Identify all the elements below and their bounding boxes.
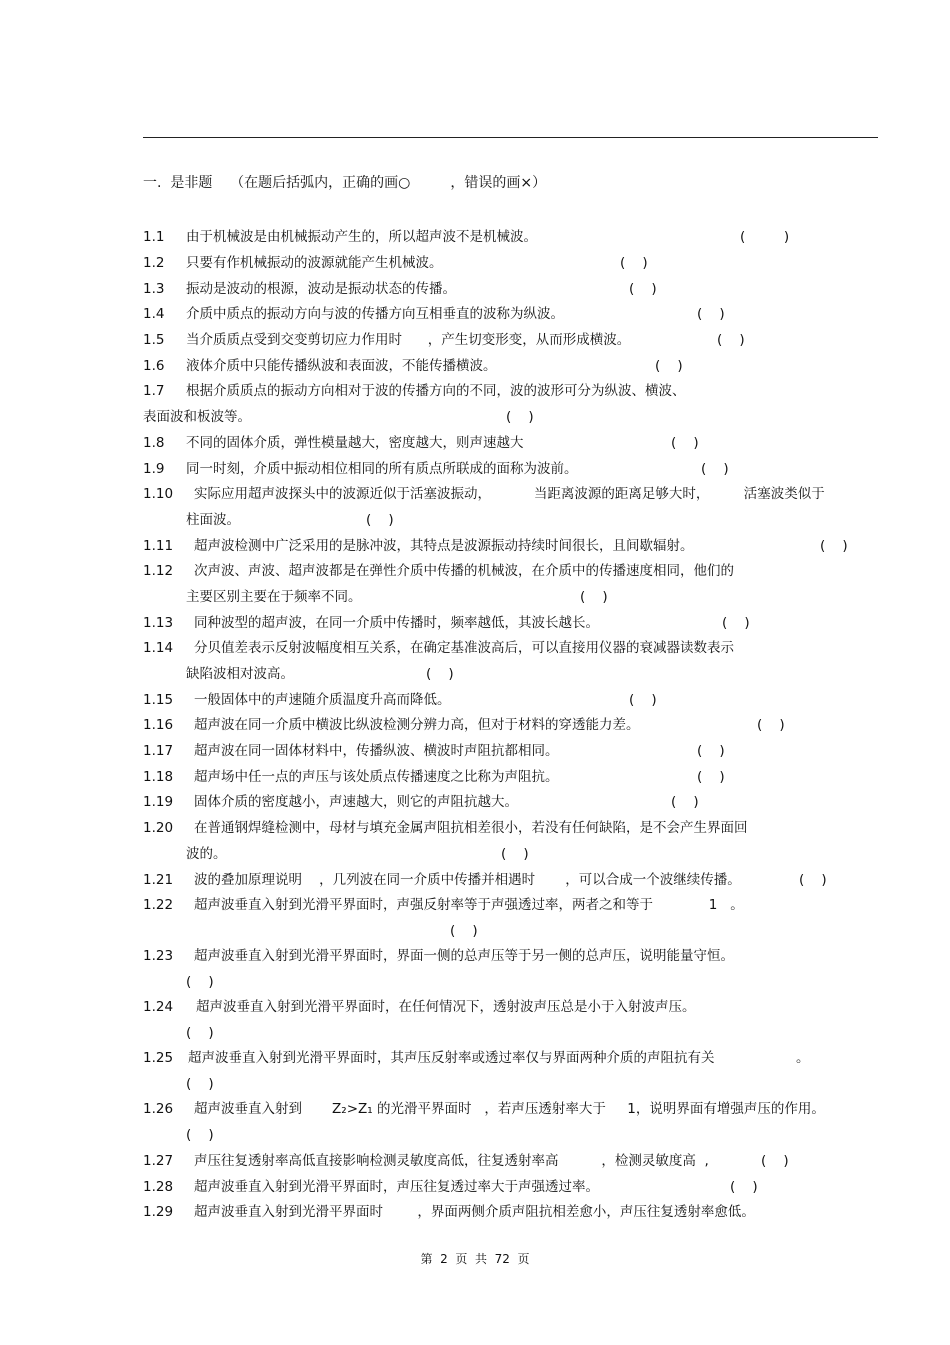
- answer-parentheses: ( ): [717, 332, 745, 348]
- question-number: 1.26: [143, 1101, 174, 1117]
- question-text-continued: 主要区别主要在于频率不同。: [186, 589, 362, 605]
- page-footer: 第 2 页 共 72 页: [420, 1252, 530, 1266]
- question-text-continued: 波的。: [186, 846, 227, 862]
- answer-parentheses: ( ): [629, 281, 657, 297]
- question-number: 1.5: [143, 332, 165, 348]
- question-number: 1.10: [143, 486, 174, 502]
- question-text: 分贝值差表示反射波幅度相互关系，在确定基准波高后，可以直接用仪器的衰减器读数表示: [194, 640, 734, 656]
- question-number: 1.25: [143, 1050, 174, 1066]
- question-number: 1.19: [143, 794, 174, 810]
- question-number: 1.2: [143, 255, 165, 271]
- answer-parentheses: ( ): [450, 923, 478, 939]
- question-number: 1.27: [143, 1153, 174, 1169]
- answer-parentheses: ( ): [701, 461, 729, 477]
- question-text: 介质中质点的振动方向与波的传播方向互相垂直的波称为纵波。: [186, 306, 564, 322]
- answer-parentheses: ( ): [820, 538, 848, 554]
- question-text: 次声波、声波、超声波都是在弹性介质中传播的机械波，在介质中的传播速度相同，他们的: [194, 563, 734, 579]
- question-text: 振动是波动的根源，波动是振动状态的传播。: [186, 281, 456, 297]
- question-text: 超声波垂直入射到 Z₂>Z₁ 的光滑平界面时 ，若声压透射率大于 1，说明界面有增强声压的作用。: [194, 1101, 825, 1117]
- question-text: 超声波垂直入射到光滑平界面时，在任何情况下，透射波声压总是小于入射波声压。: [196, 999, 696, 1015]
- question-text: 超声波垂直入射到光滑平界面时，声压往复透过率大于声强透过率。: [194, 1179, 599, 1195]
- question-text: 同种波型的超声波，在同一介质中传播时，频率越低，其波长越长。: [194, 615, 599, 631]
- question-text: 不同的固体介质，弹性模量越大，密度越大，则声速越大: [186, 435, 524, 451]
- question-text: 超声波检测中广泛采用的是脉冲波，其特点是波源振动持续时间很长，且间歇辐射。: [194, 538, 694, 554]
- answer-parentheses: ( ): [722, 615, 750, 631]
- question-number: 1.17: [143, 743, 174, 759]
- question-number: 1.28: [143, 1179, 174, 1195]
- question-number: 1.29: [143, 1204, 174, 1220]
- question-text: 超声波在同一介质中横波比纵波检测分辨力高，但对于材料的穿透能力差。: [194, 717, 640, 733]
- answer-parentheses: ( ): [506, 409, 534, 425]
- question-number: 1.13: [143, 615, 174, 631]
- question-text: 液体介质中只能传播纵波和表面波，不能传播横波。: [186, 358, 497, 374]
- question-number: 1.6: [143, 358, 165, 374]
- answer-parentheses: ( ): [697, 769, 725, 785]
- question-number: 1.22: [143, 897, 174, 913]
- question-number: 1.16: [143, 717, 174, 733]
- answer-parentheses: ( ): [186, 1025, 214, 1041]
- question-text: 超声波垂直入射到光滑平界面时，声强反射率等于声强透过率，两者之和等于 1 。: [194, 897, 744, 913]
- answer-parentheses: ( ): [757, 717, 785, 733]
- question-number: 1.4: [143, 306, 165, 322]
- answer-parentheses: ( ): [366, 512, 394, 528]
- question-number: 1.3: [143, 281, 165, 297]
- question-text: 同一时刻，介质中振动相位相同的所有质点所联成的面称为波前。: [186, 461, 578, 477]
- answer-parentheses: ( ): [629, 692, 657, 708]
- question-number: 1.18: [143, 769, 174, 785]
- question-text: 一般固体中的声速随介质温度升高而降低。: [194, 692, 451, 708]
- question-text: 超声波垂直入射到光滑平界面时，其声压反射率或透过率仅与界面两种介质的声阻抗有关 。: [188, 1050, 810, 1066]
- question-number: 1.12: [143, 563, 174, 579]
- answer-parentheses: ( ): [186, 1127, 214, 1143]
- answer-parentheses: ( ): [671, 794, 699, 810]
- answer-parentheses: ( ): [697, 306, 725, 322]
- answer-parentheses: ( ): [697, 743, 725, 759]
- header-rule: [143, 137, 878, 138]
- question-text: 根据介质质点的振动方向相对于波的传播方向的不同，波的波形可分为纵波、横波、: [186, 383, 686, 399]
- answer-parentheses: ( ): [580, 589, 608, 605]
- question-text-continued: 缺陷波相对波高。: [186, 666, 294, 682]
- question-text: 在普通钢焊缝检测中，母材与填充金属声阻抗相差很小，若没有任何缺陷，是不会产生界面回: [194, 820, 748, 836]
- question-number: 1.1: [143, 229, 165, 245]
- answer-parentheses: ( ): [799, 872, 827, 888]
- question-number: 1.21: [143, 872, 174, 888]
- question-text-continued: 表面波和板波等。: [143, 409, 251, 425]
- question-number: 1.8: [143, 435, 165, 451]
- question-text: 由于机械波是由机械振动产生的，所以超声波不是机械波。: [186, 229, 537, 245]
- answer-parentheses: ( ): [671, 435, 699, 451]
- question-number: 1.15: [143, 692, 174, 708]
- question-number: 1.14: [143, 640, 174, 656]
- question-number: 1.20: [143, 820, 174, 836]
- question-text: 超声波垂直入射到光滑平界面时 ，界面两侧介质声阻抗相差愈小，声压往复透射率愈低。: [194, 1204, 755, 1220]
- question-number: 1.7: [143, 383, 165, 399]
- question-text: 固体介质的密度越小，声速越大，则它的声阻抗越大。: [194, 794, 518, 810]
- question-number: 1.24: [143, 999, 174, 1015]
- question-text: 只要有作机械振动的波源就能产生机械波。: [186, 255, 443, 271]
- question-number: 1.11: [143, 538, 174, 554]
- answer-parentheses: ( ): [501, 846, 529, 862]
- answer-parentheses: ( ): [761, 1153, 789, 1169]
- question-text-continued: 柱面波。: [186, 512, 240, 528]
- answer-parentheses: ( ): [655, 358, 683, 374]
- question-text: 超声波在同一固体材料中，传播纵波、横波时声阻抗都相同。: [194, 743, 559, 759]
- answer-parentheses: ( ): [620, 255, 648, 271]
- section-heading: 一. 是非题 （在题后括弧内，正确的画○ ，错误的画×）: [143, 175, 547, 191]
- question-number: 1.23: [143, 948, 174, 964]
- answer-parentheses: ( ): [186, 974, 214, 990]
- question-text: 当介质质点受到交变剪切应力作用时 ，产生切变形变，从而形成横波。: [186, 332, 631, 348]
- question-text: 实际应用超声波探头中的波源近似于活塞波振动， 当距离波源的距离足够大时， 活塞波类似于: [194, 486, 825, 502]
- question-number: 1.9: [143, 461, 165, 477]
- answer-parentheses: ( ): [730, 1179, 758, 1195]
- answer-parentheses: ( ): [186, 1076, 214, 1092]
- answer-parentheses: ( ): [426, 666, 454, 682]
- question-text: 超声场中任一点的声压与该处质点传播速度之比称为声阻抗。: [194, 769, 559, 785]
- question-text: 波的叠加原理说明 ，几列波在同一介质中传播并相遇时 ，可以合成一个波继续传播。: [194, 872, 741, 888]
- question-text: 超声波垂直入射到光滑平界面时，界面一侧的总声压等于另一侧的总声压，说明能量守恒。: [194, 948, 734, 964]
- answer-parentheses: ( ): [740, 229, 790, 245]
- question-text: 声压往复透射率高低直接影响检测灵敏度高低，往复透射率高 ，检测灵敏度高 ,: [194, 1153, 709, 1169]
